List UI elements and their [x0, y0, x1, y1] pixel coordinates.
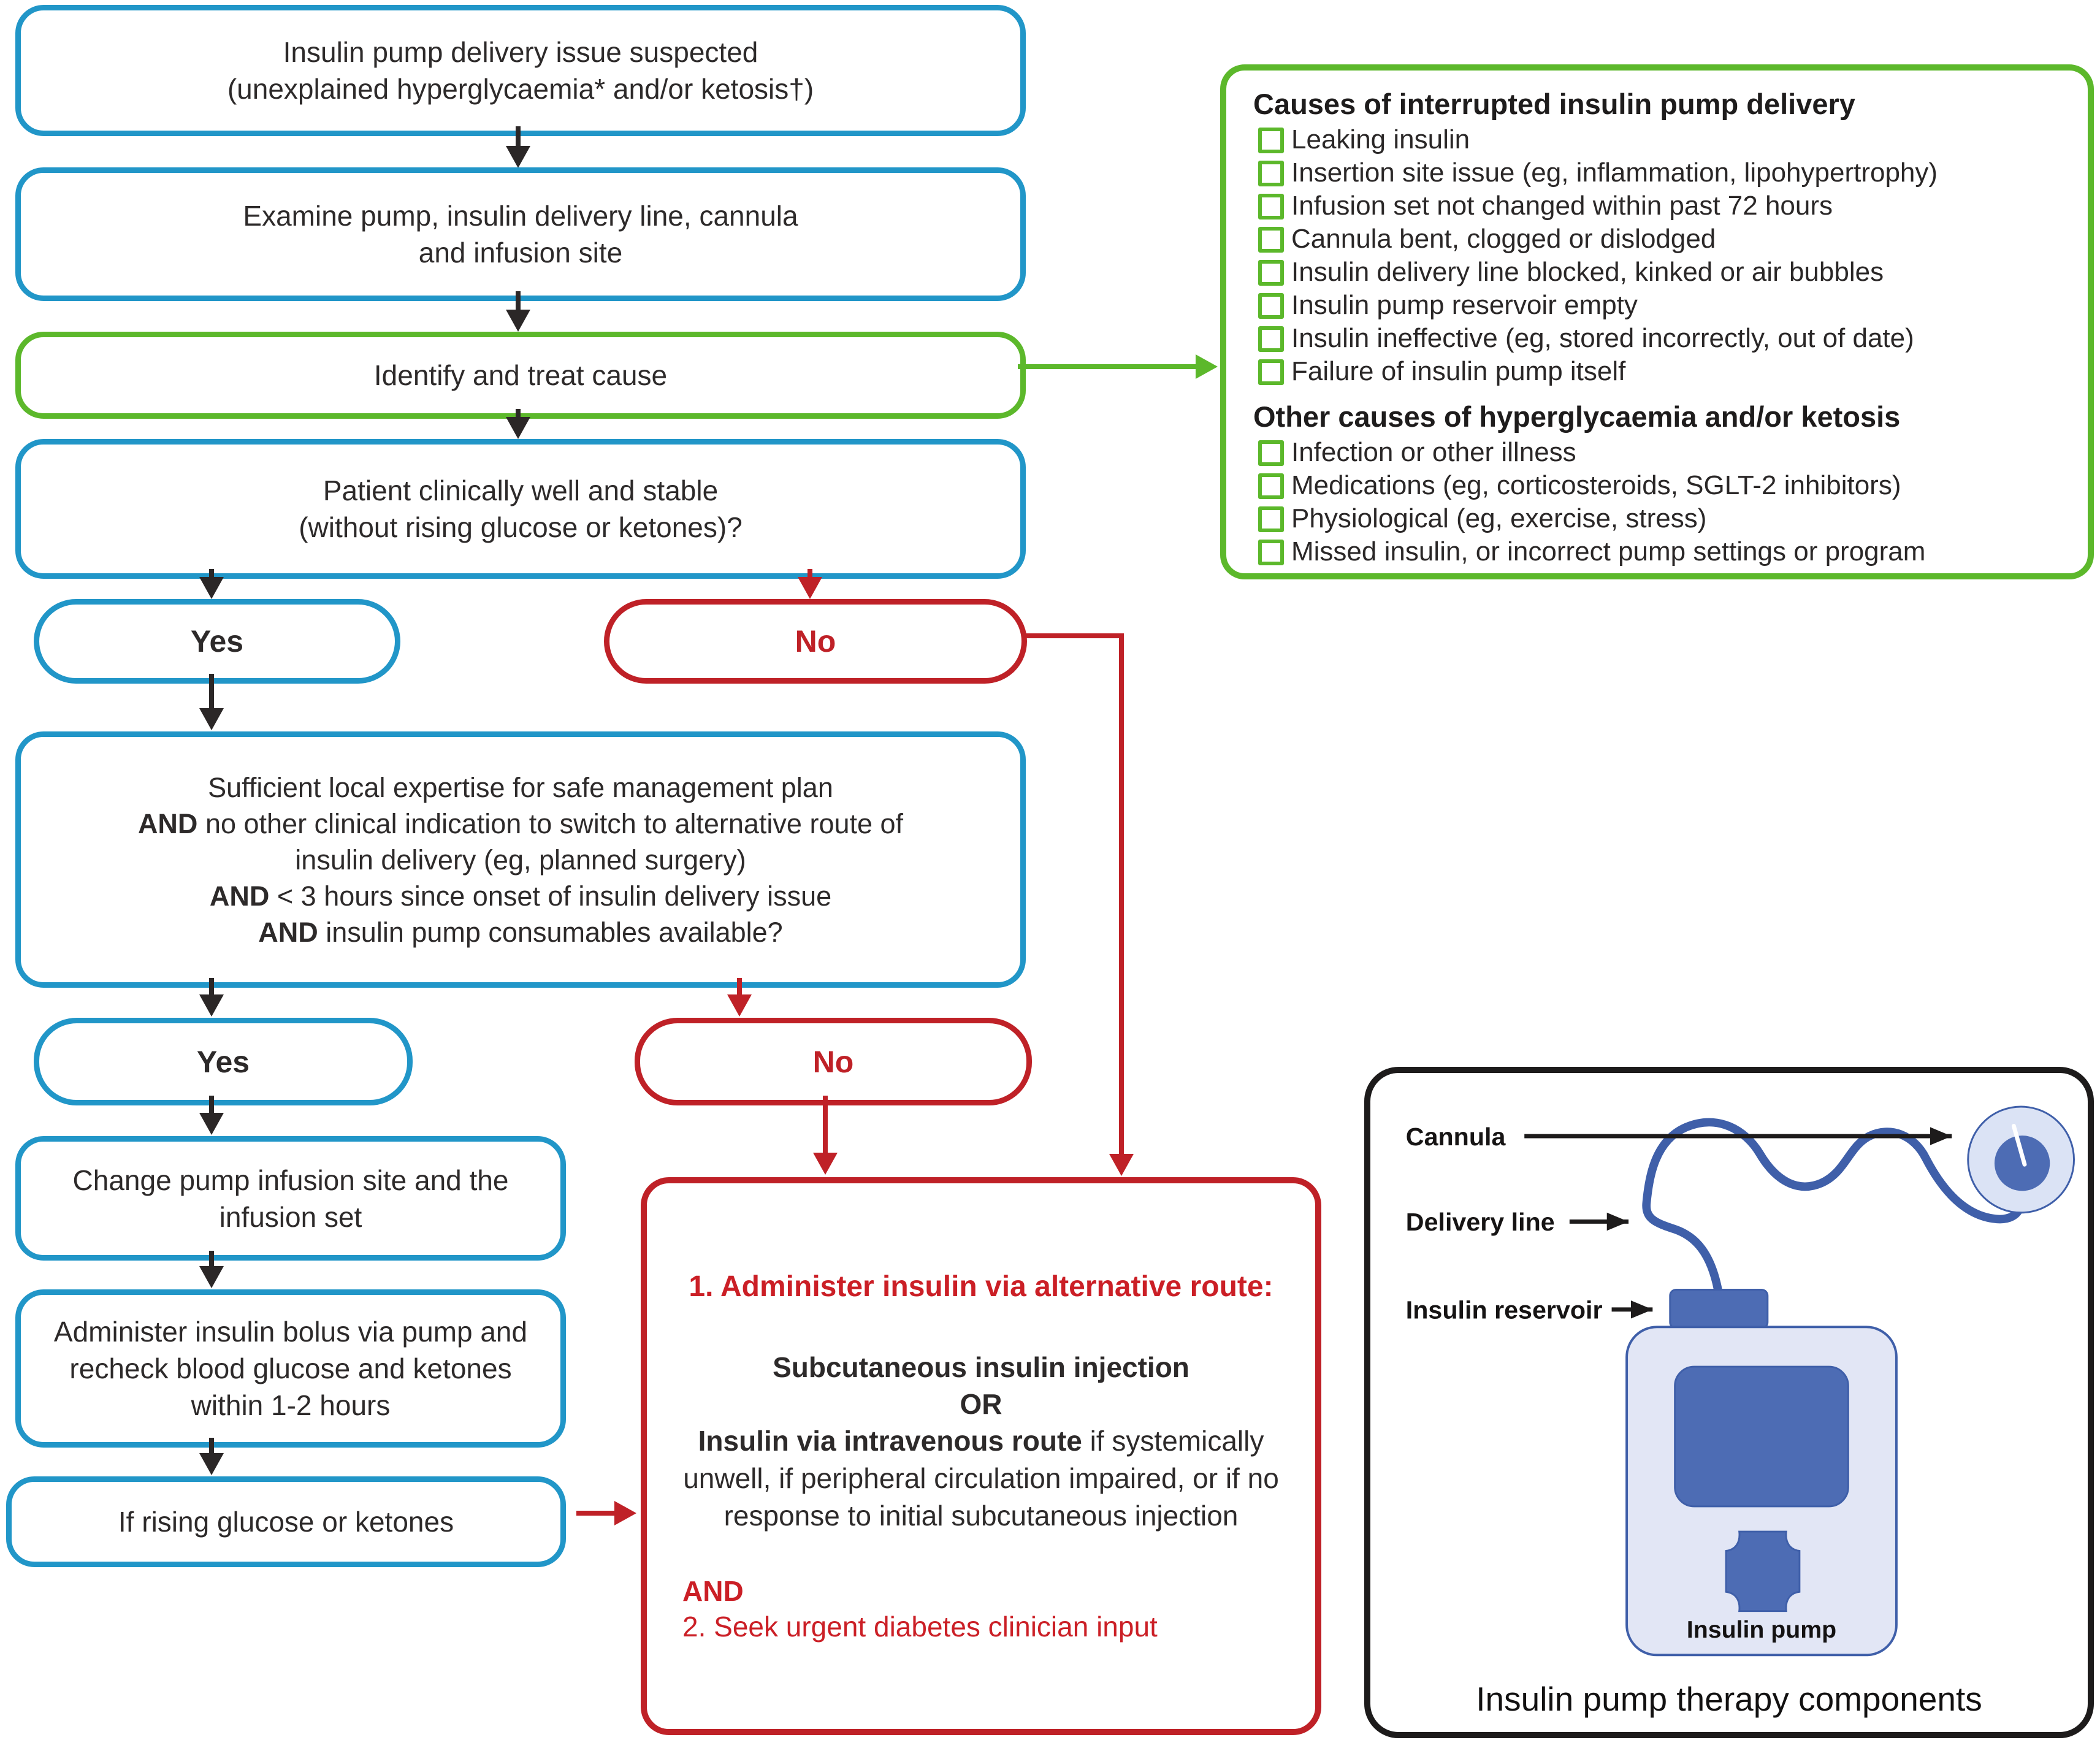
node-issue-suspected-line2: (unexplained hyperglycaemia* and/or ketosis†) [227, 73, 814, 105]
node-bolus-recheck-line1: Administer insulin bolus via pump and [53, 1316, 528, 1348]
insulin-reservoir-label: Insulin reservoir [1405, 1296, 1603, 1324]
criteria-line-1 [208, 769, 833, 806]
checkbox-icon [1258, 194, 1284, 219]
arrow-no2-down-head [813, 1153, 838, 1175]
causes-item [1253, 437, 2063, 468]
node-rising-glucose-label: If rising glucose or ketones [118, 1506, 454, 1538]
cannula-label: Cannula [1405, 1122, 1506, 1151]
arrow-yes2-down-line [209, 1096, 214, 1114]
causes-item [1253, 290, 2063, 321]
causes-item-text: Insertion site issue (eg, inflammation, lipohypertrophy) [1291, 158, 1938, 188]
causes-item [1253, 191, 2063, 221]
arrow-to-no2-line [737, 978, 742, 996]
causes-title: Causes of interrupted insulin pump delivery [1253, 88, 1855, 120]
causes-item-text: Cannula bent, clogged or dislodged [1291, 224, 1716, 254]
criteria-line-3 [295, 842, 746, 878]
action-iv-bold: Insulin via intravenous route [698, 1425, 1082, 1457]
delivery-line-label: Delivery line [1405, 1208, 1555, 1237]
causes-item-text: Infection or other illness [1291, 437, 1576, 467]
arrow-1-head [506, 146, 530, 168]
node-change-infusion-line2: infusion set [219, 1200, 362, 1233]
node-identify-treat-cause [15, 332, 1026, 419]
checkbox-icon [1258, 326, 1284, 352]
action-box [641, 1177, 1321, 1735]
causes-item-text: Leaking insulin [1291, 124, 1470, 155]
components-box [1364, 1067, 2094, 1738]
pump-button [1726, 1532, 1800, 1611]
node-bolus-recheck-line3: within 1-2 hours [191, 1389, 391, 1421]
causes-item [1253, 323, 2063, 354]
arrow-to-no1-line [808, 569, 812, 578]
node-no-1 [604, 599, 1027, 684]
node-clinically-well [15, 439, 1026, 579]
node-clinically-well-line1: Patient clinically well and stable [323, 475, 719, 506]
node-issue-suspected [15, 5, 1026, 136]
node-examine-pump-line2: and infusion site [418, 237, 623, 269]
causes-title-2: Other causes of hyperglycaemia and/or ketosis [1253, 400, 1901, 433]
node-no-2-label: No [812, 1044, 854, 1079]
causes-item [1253, 470, 2063, 501]
causes-item-text: Insulin delivery line blocked, kinked or air bubbles [1291, 257, 1884, 287]
node-examine-pump-line1: Examine pump, insulin delivery line, cannula [243, 200, 798, 232]
node-yes-2-label: Yes [196, 1044, 250, 1079]
causes-item-text: Failure of insulin pump itself [1291, 356, 1626, 386]
action-step2: 2. Seek urgent diabetes clinician input [682, 1611, 1158, 1643]
arrow-to-yes1-line [209, 569, 214, 578]
causes-item [1253, 158, 2063, 188]
node-change-infusion [15, 1136, 566, 1261]
criteria-line-4 [210, 878, 831, 914]
checkbox-icon [1258, 473, 1284, 499]
arrow-rising-to-action-head [614, 1501, 636, 1525]
components-caption: Insulin pump therapy components [1476, 1680, 1982, 1718]
action-and: AND [682, 1575, 744, 1607]
causes-item [1253, 124, 2063, 155]
arrow-to-yes2-head [199, 994, 224, 1017]
arrow-2-head [506, 310, 530, 332]
arrow-to-yes2-line [209, 978, 214, 996]
action-subcutaneous: Subcutaneous insulin injection [773, 1351, 1189, 1383]
node-identify-treat-cause-label: Identify and treat cause [373, 359, 668, 391]
arrow-4-line [209, 1251, 214, 1267]
node-issue-suspected-line1: Insulin pump delivery issue suspected [283, 36, 758, 68]
node-yes-1-label: Yes [190, 624, 244, 658]
criteria-line-5-bold: AND [258, 916, 318, 948]
no1-connector-head [1109, 1154, 1134, 1176]
action-iv-paragraph [673, 1422, 1289, 1535]
arrow-no2-down-line [823, 1096, 828, 1154]
insulin-reservoir-shape [1670, 1289, 1768, 1328]
criteria-line-4-bold: AND [209, 880, 270, 912]
causes-item [1253, 503, 2063, 534]
checkbox-icon [1258, 440, 1284, 466]
criteria-line-1-text: Sufficient local expertise for safe management plan [208, 771, 833, 803]
criteria-line-3-text: insulin delivery (eg, planned surgery) [295, 844, 746, 876]
arrow-to-causes-head [1196, 354, 1218, 379]
node-clinically-well-line2: (without rising glucose or ketones)? [299, 511, 743, 543]
arrow-rising-to-action-line [576, 1511, 616, 1516]
action-or: OR [960, 1388, 1002, 1420]
arrow-to-no1-head [798, 577, 822, 599]
criteria-line-2 [138, 806, 903, 842]
node-yes-2 [34, 1018, 413, 1105]
pump-screen [1675, 1367, 1849, 1506]
arrow-5-head [199, 1453, 224, 1475]
arrow-to-no2-head [727, 994, 752, 1017]
checkbox-icon [1258, 540, 1284, 565]
arrow-yes2-down-head [199, 1113, 224, 1135]
arrow-to-yes1-head [199, 577, 224, 599]
checkbox-icon [1258, 227, 1284, 253]
insulin-pump-label: Insulin pump [1686, 1616, 1837, 1643]
checkbox-icon [1258, 128, 1284, 153]
arrow-1-line [516, 126, 521, 147]
causes-item-text: Medications (eg, corticosteroids, SGLT-2 inhibitors) [1291, 470, 1901, 500]
causes-item-text: Physiological (eg, exercise, stress) [1291, 503, 1707, 533]
no1-connector-vertical [1119, 633, 1124, 1155]
criteria-line-2-bold: AND [137, 807, 198, 839]
node-change-infusion-line1: Change pump infusion site and the [72, 1164, 509, 1196]
node-rising-glucose [6, 1476, 566, 1567]
action-step1: 1. Administer insulin via alternative route: [689, 1270, 1273, 1303]
action-iv-rest: if systemically unwell, if peripheral circulation impaired, or if no response to initial subcutaneous injection [683, 1425, 1279, 1532]
arrow-5-line [209, 1438, 214, 1454]
causes-item [1253, 224, 2063, 254]
arrow-yes1-down-head [199, 708, 224, 730]
causes-item [1253, 356, 2063, 387]
arrow-yes1-down-line [209, 674, 214, 709]
arrow-to-causes-line [1018, 364, 1197, 369]
node-bolus-recheck [15, 1289, 566, 1448]
pump-illustration [1370, 1073, 2088, 1732]
arrow-3-head [506, 417, 530, 439]
criteria-line-4-text: < 3 hours since onset of insulin delivery issue [269, 880, 832, 912]
causes-item [1253, 257, 2063, 288]
checkbox-icon [1258, 293, 1284, 319]
node-criteria [15, 731, 1026, 988]
causes-item-text: Insulin ineffective (eg, stored incorrectly, out of date) [1291, 323, 1914, 353]
causes-item [1253, 536, 2063, 567]
node-no-1-label: No [795, 624, 836, 658]
causes-item-text: Infusion set not changed within past 72 hours [1291, 191, 1833, 221]
delivery-line-tube [1646, 1122, 2020, 1291]
criteria-line-2-text: no other clinical indication to switch to alternative route of [197, 807, 904, 839]
criteria-line-5-text: insulin pump consumables available? [318, 916, 783, 948]
causes-item-text: Insulin pump reservoir empty [1291, 290, 1638, 320]
causes-item-text: Missed insulin, or incorrect pump settings or program [1291, 536, 1926, 567]
node-no-2 [635, 1018, 1032, 1105]
arrow-2-line [516, 291, 521, 311]
checkbox-icon [1258, 359, 1284, 385]
node-yes-1 [34, 599, 400, 684]
arrow-4-head [199, 1266, 224, 1288]
node-examine-pump [15, 167, 1026, 301]
causes-box [1220, 64, 2094, 579]
checkbox-icon [1258, 161, 1284, 186]
node-bolus-recheck-line2: recheck blood glucose and ketones [69, 1353, 512, 1384]
criteria-line-5 [258, 914, 782, 950]
checkbox-icon [1258, 506, 1284, 532]
checkbox-icon [1258, 260, 1284, 286]
no1-connector-horizontal [1021, 633, 1121, 638]
